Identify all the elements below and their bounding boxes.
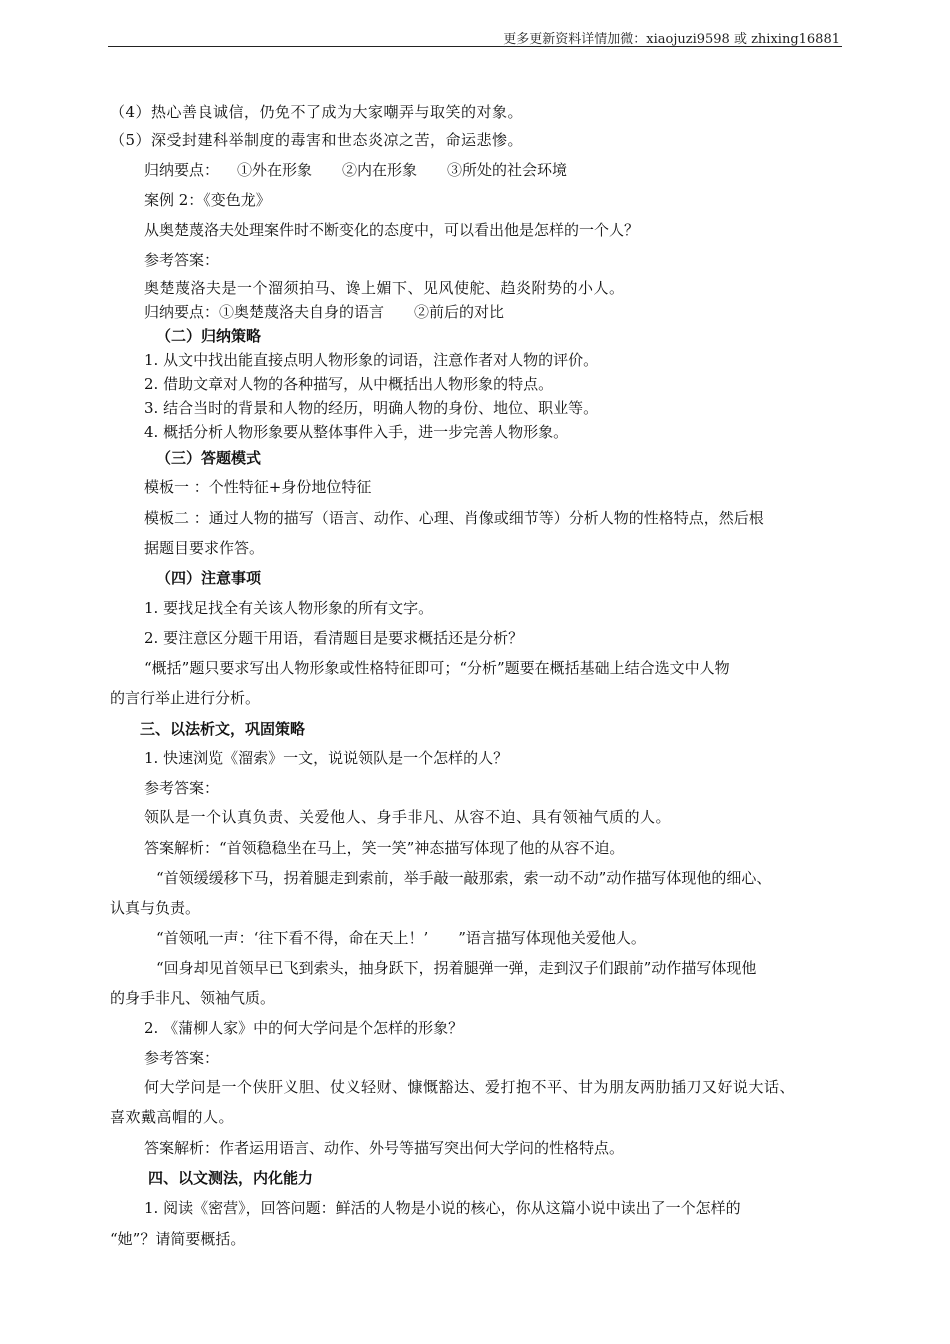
text-line: 参考答案： bbox=[144, 1049, 220, 1067]
text-line: 1. 从文中找出能直接点明人物形象的词语，注意作者对人物的评价。 bbox=[144, 351, 599, 369]
text-line: 4. 概括分析人物形象要从整体事件入手，进一步完善人物形象。 bbox=[144, 423, 569, 441]
text-line: 2. 借助文章对人物的各种描写，从中概括出人物形象的特点。 bbox=[144, 375, 554, 393]
text-line: 的言行举止进行分析。 bbox=[110, 689, 261, 707]
text-line: 1. 阅读《密营》，回答问题：鲜活的人物是小说的核心，你从这篇小说中读出了一个怎样的 bbox=[144, 1199, 741, 1217]
text-line: 答案解析：“首领稳稳坐在马上，笑一笑”神态描写体现了他的从容不迫。 bbox=[144, 839, 625, 857]
text-line: 模板二 ：通过人物的描写（语言、动作、心理、肖像或细节等）分析人物的性格特点，然后根 bbox=[144, 509, 764, 527]
text-line: 1. 要找足找全有关该人物形象的所有文字。 bbox=[144, 599, 434, 617]
summary-points bbox=[144, 160, 842, 180]
text-line: “首领缓缓移下马，拐着腿走到索前，举手敲一敲那索，索一动不动”动作描写体现他的细心、 bbox=[156, 869, 772, 887]
text-line: 2. 要注意区分题干用语，看清题目是要求概括还是分析？ bbox=[144, 629, 524, 647]
text-line: （5）深受封建科举制度的毒害和世态炎凉之苦，命运悲惨。 bbox=[110, 131, 524, 149]
summary-point: ②前后的对比 bbox=[414, 303, 505, 321]
text-line: 据题目要求作答。 bbox=[144, 539, 265, 557]
summary-point: ③所处的社会环境 bbox=[447, 161, 568, 179]
summary-point: ①外在形象 bbox=[237, 161, 313, 179]
text-line: “回身却见首领早已飞到索头，抽身跃下，拐着腿弹一弹，走到汉子们跟前”动作描写体现他 bbox=[156, 959, 757, 977]
text-line: 答案解析：作者运用语言、动作、外号等描写突出何大学问的性格特点。 bbox=[144, 1139, 625, 1157]
text-line: “概括”题只要求写出人物形象或性格特征即可；“分析”题要在概括基础上结合选文中人物 bbox=[144, 659, 730, 677]
text-line: 参考答案： bbox=[144, 779, 220, 797]
summary-point: ②内在形象 bbox=[342, 161, 418, 179]
text-line: 1. 快速浏览《溜索》一文，说说领队是一个怎样的人？ bbox=[144, 749, 509, 767]
page-header-text: 更多更新资料详情加微：xiaojuzi9598 或 zhixing16881 bbox=[503, 32, 840, 47]
text-line: 模板一 ：个性特征+身份地位特征 bbox=[144, 478, 372, 496]
text-line: 喜欢戴高帽的人。 bbox=[110, 1108, 235, 1126]
text-line: 2. 《蒲柳人家》中的何大学问是个怎样的形象？ bbox=[144, 1019, 464, 1037]
summary-label: 归纳要点：①奥楚蔑洛夫自身的语言 bbox=[144, 303, 385, 321]
section-heading: 三、以法析文，巩固策略 bbox=[140, 720, 306, 738]
text-line: 从奥楚蔑洛夫处理案件时不断变化的态度中，可以看出他是怎样的一个人？ bbox=[144, 221, 640, 239]
text-line: 何大学问是一个侠肝义胆、仗义轻财、慷慨豁达、爱打抱不平、甘为朋友两肋插刀又好说大话、 bbox=[144, 1078, 796, 1096]
section-heading: （四）注意事项 bbox=[156, 569, 262, 587]
text-line: 领队是一个认真负责、关爱他人、身手非凡、从容不迫、具有领袖气质的人。 bbox=[144, 808, 672, 826]
summary-label: 归纳要点： bbox=[144, 161, 220, 179]
section-heading: （三）答题模式 bbox=[156, 449, 262, 467]
text-line: 奥楚蔑洛夫是一个溜须拍马、谗上媚下、见风使舵、趋炎附势的小人。 bbox=[144, 279, 625, 297]
text-line: 3. 结合当时的背景和人物的经历，明确人物的身份、地位、职业等。 bbox=[144, 399, 599, 417]
text-line: 案例 2：《变色龙》 bbox=[144, 191, 271, 209]
text-line: “首领吼一声：‘往下看不得，命在天上！’ ”语言描写体现他关爱他人。 bbox=[156, 929, 646, 947]
text-line: 认真与负责。 bbox=[110, 899, 201, 917]
header-divider bbox=[108, 46, 842, 47]
text-line: “她”？请简要概括。 bbox=[110, 1230, 246, 1248]
text-line: 的身手非凡、领袖气质。 bbox=[110, 989, 276, 1007]
section-heading: （二）归纳策略 bbox=[156, 327, 262, 345]
section-heading: 四、以文测法，内化能力 bbox=[148, 1169, 314, 1187]
text-line: （4）热心善良诚信，仍免不了成为大家嘲弄与取笑的对象。 bbox=[110, 103, 524, 121]
text-line: 参考答案： bbox=[144, 251, 220, 269]
summary-points bbox=[144, 302, 842, 322]
